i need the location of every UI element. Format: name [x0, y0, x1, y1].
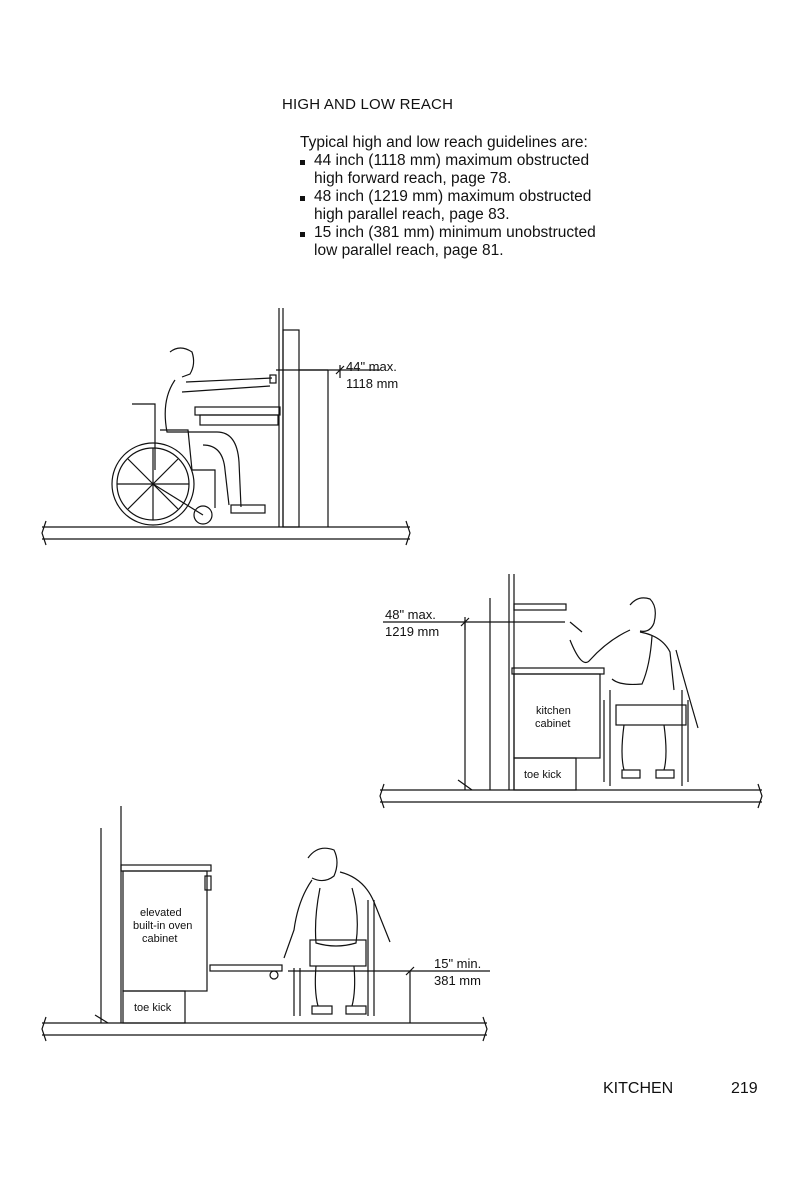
dimension-label: 381 mm — [434, 973, 481, 988]
cabinet-label: cabinet — [142, 933, 178, 945]
cabinet-label: cabinet — [535, 718, 571, 730]
oven-door — [210, 965, 282, 979]
floor-line — [380, 784, 762, 808]
floor-line — [42, 1017, 487, 1041]
upper-shelf — [514, 604, 566, 610]
section-heading: HIGH AND LOW REACH — [282, 96, 454, 113]
dimension-label: 15" min. — [434, 956, 482, 971]
cabinet-label: built-in oven — [133, 920, 193, 932]
counter-obstruction — [195, 407, 280, 425]
wall — [458, 574, 514, 790]
wheelchair-user — [112, 348, 276, 525]
page-number: 219 — [731, 1080, 758, 1097]
floor-line — [42, 521, 410, 545]
wheelchair-user — [284, 848, 390, 1016]
toe-kick-label: toe kick — [134, 1002, 172, 1014]
dimension-label: 1118 mm — [346, 376, 399, 391]
dimension-label: 1219 mm — [385, 624, 440, 639]
footer-section-title: KITCHEN — [603, 1080, 674, 1097]
toe-kick-label: toe kick — [524, 769, 562, 781]
low-reach-figure — [42, 806, 490, 1041]
intro-text: Typical high and low reach guidelines are: — [300, 134, 588, 151]
dimension-label: 44" max. — [346, 359, 397, 374]
guideline-item: 15 inch (381 mm) minimum unobstructed low parallel reach, page 81. — [300, 224, 640, 260]
dimension-label: 48" max. — [385, 607, 436, 622]
guideline-item: 44 inch (1118 mm) maximum obstructed high forward reach, page 78. — [300, 152, 640, 188]
wall — [95, 806, 121, 1023]
cabinet-label: elevated — [140, 907, 182, 919]
cabinet-label: kitchen — [536, 705, 571, 717]
forward-reach-figure — [42, 308, 410, 545]
wall — [279, 308, 328, 527]
guideline-item: 48 inch (1219 mm) maximum obstructed high parallel reach, page 83. — [300, 188, 640, 224]
parallel-reach-figure — [380, 574, 762, 808]
